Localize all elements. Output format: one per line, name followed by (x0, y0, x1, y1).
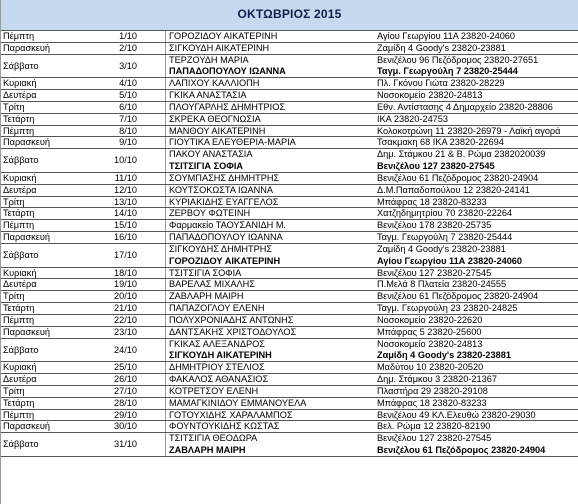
column-divider (165, 208, 166, 219)
day-cell: Τετάρτη (3, 208, 35, 219)
column-divider (165, 126, 166, 137)
table-row (1, 421, 578, 433)
pharmacy-name: ΠΑΠΑΔΟΠΟΥΛΟΥ ΙΩΑΝΝΑ (169, 232, 283, 243)
day-cell: Σάββατο (3, 249, 39, 260)
table-row (1, 173, 578, 185)
pharmacy-name: ΒΑΡΕΛΑΣ ΜΙΧΑΛΗΣ (169, 279, 255, 290)
pharmacy-address-phone: Βενιζέλου 127 23820-27545 (377, 267, 492, 278)
day-cell: Σάββατο (3, 344, 39, 355)
pharmacy-address-phone: Δημ. Στάμκου 21 & Β. Ρώμα 2382020039 (377, 149, 546, 160)
sheet-title: ΟΚΤΩΒΡΙΟΣ 2015 (1, 0, 578, 31)
table-row (1, 268, 578, 280)
day-cell: Δευτέρα (3, 184, 37, 195)
column-divider (165, 362, 166, 373)
column-divider (165, 43, 166, 54)
table-row (1, 374, 578, 386)
day-cell: Πέμπτη (3, 125, 35, 136)
day-cell: Πέμπτη (3, 409, 35, 420)
pharmacy-name: ΠΟΛΥΧΡΟΝΙΑΔΗΣ ΑΝΤΩΝΗΣ (169, 314, 294, 325)
pharmacy-name: ΛΑΠΙΧΟΥ ΚΑΛΛΙΟΠΗ (169, 78, 260, 89)
pharmacy-address-phone: Πλ. Γκόνου Γιώτα 23820-28229 (377, 78, 505, 89)
column-divider (165, 315, 166, 326)
pharmacy-name: ΜΑΜΑΓΚΙΝΙΔΟΥ ΕΜΜΑΝΟΥΕΛΑ (169, 397, 307, 408)
date-cell: 16/10 (114, 232, 137, 243)
date-cell: 14/10 (114, 208, 137, 219)
pharmacy-name: ΣΚΡΕΚΑ ΘΕΟΓΝΩΣΙΑ (169, 113, 261, 124)
table-row (1, 55, 578, 79)
day-cell: Σάββατο (3, 439, 39, 450)
column-divider (165, 197, 166, 208)
pharmacy-address-phone: Βενιζέλου 61 Πεζόδρομος 23820-24904 (377, 172, 539, 183)
pharmacy-address-phone: Βελ. Ρώμα 12 23820-82190 (377, 421, 491, 432)
table-row (1, 185, 578, 197)
pharmacy-name: ΤΣΙΤΣΙΓΙΑ ΣΟΦΙΑ (169, 267, 242, 278)
table-row (1, 220, 578, 232)
pharmacy-name: ΓΚΙΚΑΣ ΑΛΕΞΑΝΔΡΟΣ (169, 338, 265, 349)
pharmacy-address-phone: Βενιζέλου 127 23820-27545 (377, 433, 492, 444)
column-divider (165, 31, 166, 42)
pharmacy-name: ΤΣΙΤΣΙΓΙΑ ΘΕΟΔΩΡΑ (169, 433, 258, 444)
column-divider (165, 114, 166, 125)
pharmacy-address-phone: Εθν. Αντίστασης 4 Δημαρχείο 23820-28806 (377, 101, 553, 112)
table-row (1, 43, 578, 55)
column-divider (165, 78, 166, 89)
date-cell: 18/10 (114, 267, 137, 278)
pharmacy-address-phone: Δ.Μ.Παπαδοπούλου 12 23820-24141 (377, 184, 530, 195)
pharmacy-name: ΓΚΙΚΑ ΑΝΑΣΤΑΣΙΑ (169, 90, 247, 101)
column-divider (165, 421, 166, 432)
table-row (1, 149, 578, 173)
pharmacy-address-phone: Νοσοκομείο 23820-22620 (377, 314, 483, 325)
table-row (1, 398, 578, 410)
pharmacy-address-phone: Π.Μελά 8 Πλατεία 23820-24555 (377, 279, 507, 290)
pharmacy-address-phone: Κολοκοτρώνη 11 23820-26979 - Λαϊκή αγορά (377, 125, 561, 136)
day-cell: Σάββατο (3, 155, 39, 166)
table-row (1, 208, 578, 220)
date-cell: 31/10 (114, 439, 137, 450)
pharmacy-address-phone: Αγίου Γεωργίου 11Α 23820-24060 (377, 31, 516, 41)
pharmacy-name: ΦΑΚΑΛΟΣ ΑΘΑΝΑΣΙΟΣ (169, 374, 269, 385)
table-row (1, 244, 578, 268)
pharmacy-address-phone: Ταγμ. Γεωργούλη 7 23820-25444 (377, 66, 518, 77)
date-cell: 9/10 (119, 137, 137, 148)
pharmacy-name: ΔΑΝΤΣΑΚΗΣ ΧΡΙΣΤΟΔΟΥΛΟΣ (169, 326, 297, 337)
day-cell: Τρίτη (3, 385, 25, 396)
pharmacy-address-phone: Βενιζέλου 49 ΚΛ.Ελευθώ 23820-29030 (377, 409, 536, 420)
table-row (1, 433, 578, 457)
column-divider (165, 102, 166, 113)
pharmacy-address-phone: Ζαμίδη 4 Goody's 23820-23881 (377, 243, 506, 254)
day-cell: Παρασκευή (3, 42, 50, 53)
column-divider (165, 173, 166, 184)
table-row (1, 114, 578, 126)
day-cell: Πέμπτη (3, 220, 35, 231)
date-cell: 12/10 (114, 184, 137, 195)
pharmacy-name: ΚΟΥΤΣΟΚΩΣΤΑ ΙΩΑΝΝΑ (169, 184, 273, 195)
pharmacy-name: ΣΙΓΚΟΥΔΗ ΑΙΚΑΤΕΡΙΝΗ (169, 350, 272, 361)
day-cell: Παρασκευή (3, 137, 50, 148)
date-cell: 26/10 (114, 374, 137, 385)
table-row (1, 291, 578, 303)
day-cell: Τετάρτη (3, 397, 35, 408)
date-cell: 17/10 (114, 249, 137, 260)
table-row (1, 362, 578, 374)
pharmacy-address-phone: ΙΚΑ 23820-24753 (377, 113, 449, 124)
day-cell: Κυριακή (3, 172, 37, 183)
date-cell: 15/10 (114, 220, 137, 231)
roster-rows (1, 31, 578, 457)
day-cell: Πέμπτη (3, 31, 35, 41)
date-cell: 3/10 (119, 60, 137, 71)
date-cell: 2/10 (119, 42, 137, 53)
table-row (1, 78, 578, 90)
table-row (1, 126, 578, 138)
date-cell: 20/10 (114, 291, 137, 302)
table-row (1, 137, 578, 149)
pharmacy-address-phone: Μπάφρας 18 23820-83233 (377, 397, 487, 408)
pharmacy-name: ΣΙΓΚΟΥΔΗ ΑΙΚΑΤΕΡΙΝΗ (169, 42, 270, 53)
column-divider (165, 137, 166, 148)
column-divider (165, 374, 166, 385)
date-cell: 29/10 (114, 409, 137, 420)
date-cell: 13/10 (114, 196, 137, 207)
day-cell: Τετάρτη (3, 303, 35, 314)
day-cell: Πέμπτη (3, 314, 35, 325)
pharmacy-address-phone: Ζαμίδη 4 Goody's 23820-23881 (377, 42, 506, 53)
pharmacy-name: ΠΑΚΟΥ ΑΝΑΣΤΑΣΙΑ (169, 149, 253, 160)
table-row (1, 410, 578, 422)
day-cell: Τρίτη (3, 101, 25, 112)
date-cell: 28/10 (114, 397, 137, 408)
day-cell: Κυριακή (3, 267, 37, 278)
pharmacy-name: ΓΙΟΥΤΙΚΑ ΕΛΕΥΘΕΡΙΑ-ΜΑΡΙΑ (169, 137, 296, 148)
pharmacy-address-phone: Ταγμ. Γεωργούλη 7 23820-25444 (377, 232, 513, 243)
pharmacy-address-phone: Μαδύτου 10 23820-20520 (377, 362, 484, 373)
column-divider (165, 220, 166, 231)
pharmacy-name: ΦΟΥΝΤΟΥΚΙΔΗΣ ΚΩΣΤΑΣ (169, 421, 280, 432)
day-cell: Κυριακή (3, 362, 37, 373)
date-cell: 8/10 (119, 125, 137, 136)
table-row (1, 327, 578, 339)
pharmacy-name: ΤΣΙΤΣΙΓΙΑ ΣΟΦΙΑ (169, 161, 244, 172)
date-cell: 19/10 (114, 279, 137, 290)
date-cell: 11/10 (114, 172, 137, 183)
column-divider (165, 339, 166, 362)
column-divider (165, 149, 166, 172)
pharmacy-name: ΣΟΥΜΠΑΣΗΣ ΔΗΜΗΤΡΗΣ (169, 172, 280, 183)
day-cell: Παρασκευή (3, 421, 50, 432)
day-cell: Κυριακή (3, 78, 37, 89)
pharmacy-name: Φαρμακείο ΤΑΟΥΣΑΝΙΔΗ Μ. (169, 220, 287, 231)
table-row (1, 339, 578, 363)
pharmacy-address-phone: Δημ. Στάμκου 3 23820-21367 (377, 374, 497, 385)
column-divider (165, 185, 166, 196)
column-divider (165, 410, 166, 421)
pharmacy-address-phone: Βενιζέλου 96 Πεζόδρομος 23820-27651 (377, 54, 539, 65)
pharmacy-name: ΖΑΒΛΑΡΗ ΜΑΙΡΗ (169, 291, 244, 302)
pharmacy-address-phone: Βενιζέλου 61 Πεζόδρομος 23820-24904 (377, 445, 546, 456)
pharmacy-address-phone: Νοσοκομείο 23820-24813 (377, 338, 483, 349)
date-cell: 22/10 (114, 314, 137, 325)
table-row (1, 279, 578, 291)
column-divider (165, 232, 166, 243)
pharmacy-address-phone: Πλαστήρα 29 23820-29108 (377, 385, 488, 396)
pharmacy-address-phone: Χατζηδημητρίου 70 23820-22264 (377, 208, 513, 219)
pharmacy-address-phone: Βενιζέλου 61 Πεζόδρομος 23820-24904 (377, 291, 539, 302)
date-cell: 4/10 (119, 78, 137, 89)
column-divider (165, 327, 166, 338)
table-row (1, 102, 578, 114)
date-cell: 10/10 (114, 155, 137, 166)
pharmacy-name: ΣΙΓΚΟΥΔΗΣ ΔΗΜΗΤΡΗΣ (169, 243, 273, 254)
column-divider (165, 386, 166, 397)
pharmacy-name: ΚΟΤΡΕΤΣΟΥ ΕΛΕΝΗ (169, 385, 259, 396)
day-cell: Τετάρτη (3, 113, 35, 124)
pharmacy-name: ΓΟΡΟΖΙΔΟΥ ΑΙΚΑΤΕΡΙΝΗ (169, 255, 281, 266)
pharmacy-name: ΚΥΡΙΑΚΙΔΗΣ ΕΥΑΓΓΕΛΟΣ (169, 196, 279, 207)
date-cell: 1/10 (119, 31, 137, 41)
table-row (1, 197, 578, 209)
pharmacy-name: ΠΛΟΥΓΑΡΛΗΣ ΔΗΜΗΤΡΙΟΣ (169, 101, 286, 112)
table-row (1, 31, 578, 43)
pharmacy-name: ΖΑΒΛΑΡΗ ΜΑΙΡΗ (169, 445, 246, 456)
day-cell: Δευτέρα (3, 279, 37, 290)
column-divider (165, 268, 166, 279)
pharmacy-address-phone: Μπάφρας 5 23820-25600 (377, 326, 482, 337)
date-cell: 7/10 (119, 113, 137, 124)
date-cell: 23/10 (114, 326, 137, 337)
pharmacy-address-phone: Αγίου Γεωργίου 11Α 23820-24060 (377, 255, 523, 266)
pharmacy-address-phone: Τσακμακη 68 ΙΚΑ 23820-22694 (377, 137, 504, 148)
pharmacy-address-phone: Βενιζέλου 178 23820-25735 (377, 220, 492, 231)
day-cell: Δευτέρα (3, 374, 37, 385)
column-divider (165, 244, 166, 267)
date-cell: 30/10 (114, 421, 137, 432)
pharmacy-address-phone: Ταγμ. Γεωργούλη 23 23820-24825 (377, 303, 518, 314)
column-divider (165, 55, 166, 78)
table-row (1, 232, 578, 244)
column-divider (165, 398, 166, 409)
pharmacy-name: ΤΕΡΖΟΥΔΗ ΜΑΡΙΑ (169, 54, 249, 65)
pharmacy-name: ΓΟΤΟΥΧΙΔΗΣ ΧΑΡΑΛΑΜΠΟΣ (169, 409, 293, 420)
day-cell: Τρίτη (3, 196, 25, 207)
day-cell: Τρίτη (3, 291, 25, 302)
table-row (1, 90, 578, 102)
pharmacy-address-phone: Μπάφρας 18 23820-83233 (377, 196, 487, 207)
table-row (1, 315, 578, 327)
column-divider (165, 433, 166, 456)
date-cell: 25/10 (114, 362, 137, 373)
pharmacy-address-phone: Βενιζέλου 127 23820-27545 (377, 161, 495, 172)
pharmacy-name: ΔΗΜΗΤΡΙΟΥ ΣΤΕΛΙΟΣ (169, 362, 265, 373)
day-cell: Σάββατο (3, 60, 39, 71)
date-cell: 5/10 (119, 90, 137, 101)
date-cell: 21/10 (114, 303, 137, 314)
pharmacy-address-phone: Νοσοκομείο 23820-24813 (377, 90, 483, 101)
pharmacy-name: ΓΟΡΟΖΙΔΟΥ ΑΙΚΑΤΕΡΙΝΗ (169, 31, 278, 41)
date-cell: 27/10 (114, 385, 137, 396)
pharmacy-name: ΠΑΠΑΖΟΓΛΟΥ ΕΛΕΝΗ (169, 303, 265, 314)
date-cell: 24/10 (114, 344, 137, 355)
day-cell: Παρασκευή (3, 232, 50, 243)
pharmacy-name: ΖΕΡΒΟΥ ΦΩΤΕΙΝΗ (169, 208, 251, 219)
pharmacy-name: ΜΑΝΘΟΥ ΑΙΚΑΤΕΡΙΝΗ (169, 125, 266, 136)
table-row (1, 303, 578, 315)
date-cell: 6/10 (119, 101, 137, 112)
day-cell: Παρασκευή (3, 326, 50, 337)
column-divider (165, 279, 166, 290)
table-row (1, 386, 578, 398)
column-divider (165, 90, 166, 101)
day-cell: Δευτέρα (3, 90, 37, 101)
column-divider (165, 291, 166, 302)
pharmacy-address-phone: Ζαμίδη 4 Goody's 23820-23881 (377, 350, 511, 361)
pharmacy-name: ΠΑΠΑΔΟΠΟΥΛΟΥ ΙΩΑΝΝΑ (169, 66, 286, 77)
column-divider (165, 303, 166, 314)
